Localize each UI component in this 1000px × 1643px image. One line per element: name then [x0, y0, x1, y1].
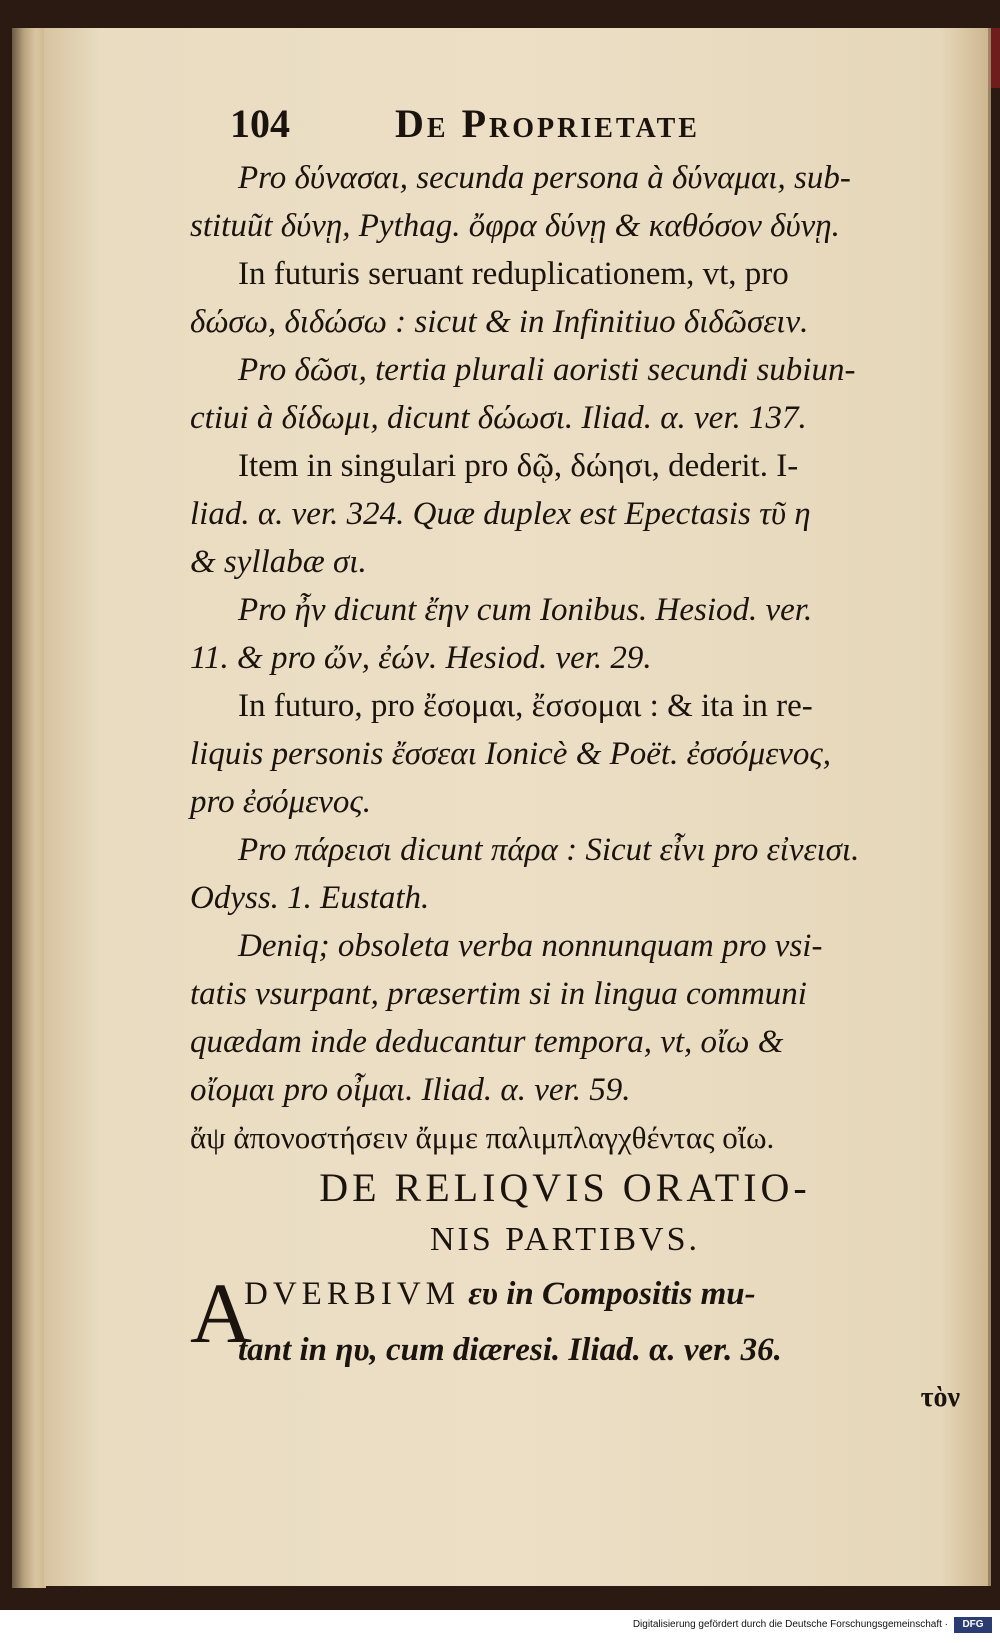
- dfg-logo-icon: DFG: [954, 1617, 992, 1633]
- text-line: δώσω, διδώσω : sicut & in Infinitiuo διδῶσειν.: [190, 304, 809, 340]
- text-line: Pro ἦν dicunt ἔην cum Ionibus. Hesiod. ver.: [238, 592, 813, 628]
- running-title: De Proprietate: [395, 101, 700, 146]
- text-line: stituũt δύνῃ, Pythag. ὄφρα δύνῃ & καθόσον δύνῃ.: [190, 208, 840, 244]
- text-line: Deniq; obsoleta verba nonnunquam pro vsi-: [238, 928, 823, 964]
- text-line: In futuris seruant reduplicationem, vt, pro: [238, 256, 789, 292]
- drop-cap: A: [190, 1265, 253, 1361]
- text-line: οἴομαι pro οἶμαι. Iliad. α. ver. 59.: [190, 1072, 631, 1108]
- text-line: pro ἐσόμενος.: [190, 784, 372, 820]
- text-line: Item in singulari pro δῷ, δώησι, dederit. I-: [238, 448, 799, 484]
- adverbium-caps: DVERBIVM: [244, 1276, 461, 1312]
- adverbium-text: ευ in Compositis mu-: [468, 1276, 756, 1312]
- text-line: Pro δῶσι, tertia plurali aoristi secundi subiun-: [238, 352, 856, 388]
- text-line: & syllabæ σι.: [190, 544, 367, 580]
- text-line: tatis vsurpant, præsertim si in lingua communi: [190, 976, 807, 1012]
- text-line: liad. α. ver. 324. Quæ duplex est Epectasis τῦ η: [190, 496, 811, 532]
- catchword: τὸν: [920, 1382, 960, 1413]
- section-title-continued: NIS PARTIBVS.: [430, 1221, 700, 1258]
- text-line: quædam inde deducantur tempora, vt, οἴω &: [190, 1024, 784, 1060]
- section-title: DE RELIQVIS ORATIO-: [319, 1165, 811, 1210]
- greek-verse-line: ἄψ ἀπονοστήσειν ἄμμε παλιμπλαγχθέντας οἴω.: [190, 1120, 775, 1155]
- adverbium-rest: [244, 1266, 756, 1322]
- text-line: liquis personis ἔσσεαι Ionicè & Poët. ἐσσόμενος,: [190, 736, 831, 772]
- adverbium-line-2: tant in ηυ, cum diæresi. Iliad. α. ver. 36.: [238, 1332, 782, 1368]
- body-lines: [190, 154, 970, 1162]
- text-line: 11. & pro ὤν, ἐών. Hesiod. ver. 29.: [190, 640, 652, 676]
- text-line: ctiui à δίδωμι, dicunt δώωσι. Iliad. α. ver. 137.: [190, 400, 807, 436]
- running-head: [190, 96, 970, 154]
- page-text: [190, 96, 970, 1418]
- page-number: 104: [230, 101, 290, 146]
- book-binding: [12, 28, 46, 1588]
- text-line: Pro πάρεισι dicunt πάρα : Sicut εἶνι pro εἰνεισι.: [238, 832, 860, 868]
- text-line: Odyss. 1. Eustath.: [190, 880, 430, 916]
- text-line: Pro δύνασαι, secunda persona à δύναμαι, sub-: [238, 160, 851, 196]
- footer-credit: Digitalisierung gefördert durch die Deutsche Forschungsgemeinschaft ·: [632, 1619, 948, 1630]
- text-line: In futuro, pro ἔσομαι, ἔσσομαι : & ita in re-: [238, 688, 813, 724]
- footer-bar: [0, 1610, 1000, 1643]
